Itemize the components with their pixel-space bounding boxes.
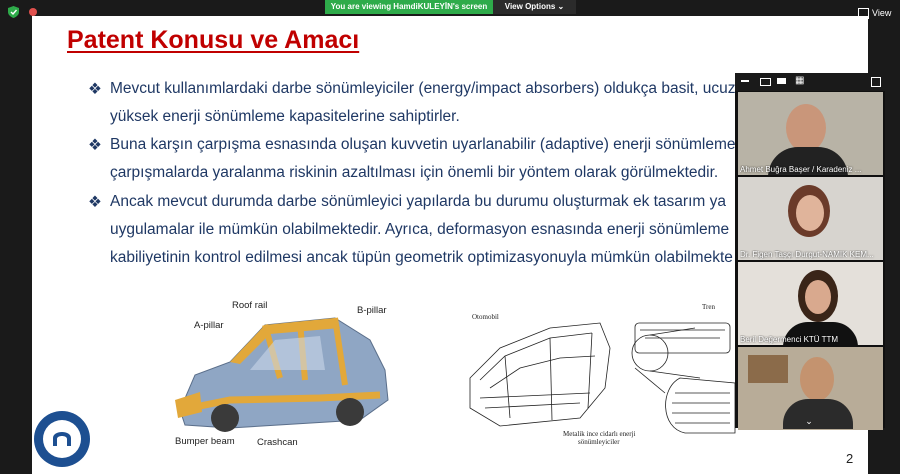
panel-header	[735, 73, 885, 91]
university-logo-icon	[33, 410, 91, 468]
view-options-label: View Options	[504, 2, 556, 11]
label-roof-rail: Roof rail	[232, 300, 268, 311]
bullet-diamond-icon: ❖	[88, 81, 102, 98]
minimize-icon[interactable]	[741, 80, 749, 82]
participant-name-label: Beril Değermenci KTÜ TTM	[740, 335, 839, 344]
bullet-2-line-1: Buna karşın çarpışma esnasında oluşan kuvvetin uyarlanabilir (adaptive) enerji sönümleme	[110, 136, 736, 153]
label-b-pillar: B-pillar	[357, 305, 387, 316]
gallery-view-icon[interactable]: ▦	[795, 75, 805, 86]
label-otomobil: Otomobil	[472, 313, 499, 321]
participant-video-tile[interactable]	[738, 262, 883, 345]
participant-video-tile[interactable]	[738, 92, 883, 175]
bullet-1-line-2: yüksek enerji sönümleme kapasitelerine sahiptirler.	[110, 108, 460, 125]
view-options-button[interactable]	[493, 0, 576, 14]
bullet-diamond-icon: ❖	[88, 194, 102, 211]
label-crashcan: Crashcan	[257, 437, 298, 448]
participant-avatar	[800, 357, 834, 401]
bullet-3-line-2: uygulamalar ile mümkün olabilmektedir. Ayrıca, deformasyon esnasında enerji sönümleme	[110, 221, 730, 238]
view-label: View	[872, 8, 892, 18]
page-number: 2	[846, 451, 854, 466]
exit-full-screen-icon[interactable]	[871, 77, 881, 87]
bullet-1-line-1: Mevcut kullanımlardaki darbe sönümleyiciler (energy/impact absorbers) oldukça basit, ucuz	[110, 80, 736, 97]
viewing-screen-banner: You are viewing HamdiKULEYİN's screen	[325, 0, 493, 14]
strip-view-icon[interactable]	[777, 78, 786, 84]
recording-indicator-icon	[29, 8, 37, 16]
participant-name-label: Dr. Figen Taşçı Durgut-NAMIK KEM...	[740, 250, 874, 259]
sketch-caption-line-2: sönümleyiciler	[578, 438, 620, 446]
label-bumper-beam: Bumper beam	[175, 436, 235, 447]
energy-absorber-sketch-image	[460, 308, 740, 448]
scroll-down-button[interactable]: ⌄	[805, 416, 813, 426]
participant-avatar	[786, 104, 826, 152]
bullet-2-line-2: çarpışmalarda yaralanma riskinin azaltılması için önemli bir yöntem olarak görülmektedir.	[110, 164, 719, 181]
chevron-down-icon: ⌄	[557, 2, 565, 11]
bullet-3-line-1: Ancak mevcut durumda darbe sönümleyici yapılarda bu durumu oluşturmak ek tasarım ya	[110, 193, 726, 210]
participants-video-panel	[735, 73, 885, 428]
label-a-pillar: A-pillar	[194, 320, 224, 331]
sketch-caption-line-1: Metalik ince cidarlı enerji	[563, 430, 636, 438]
bullet-diamond-icon: ❖	[88, 137, 102, 154]
active-speaker-view-icon[interactable]	[760, 78, 771, 86]
security-shield-icon[interactable]	[8, 6, 19, 18]
label-tren: Tren	[702, 303, 715, 311]
participant-video-tile[interactable]	[738, 177, 883, 260]
participant-name-label: Ahmet Buğra Başer / Karadeniz ...	[740, 165, 862, 174]
slide-title: Patent Konusu ve Amacı	[67, 26, 360, 54]
bullet-3-line-3: kabiliyetinin kontrol edilmesi ancak tüpün geometrik optimizasyonuyla mümkün olabilmekte	[110, 249, 733, 266]
